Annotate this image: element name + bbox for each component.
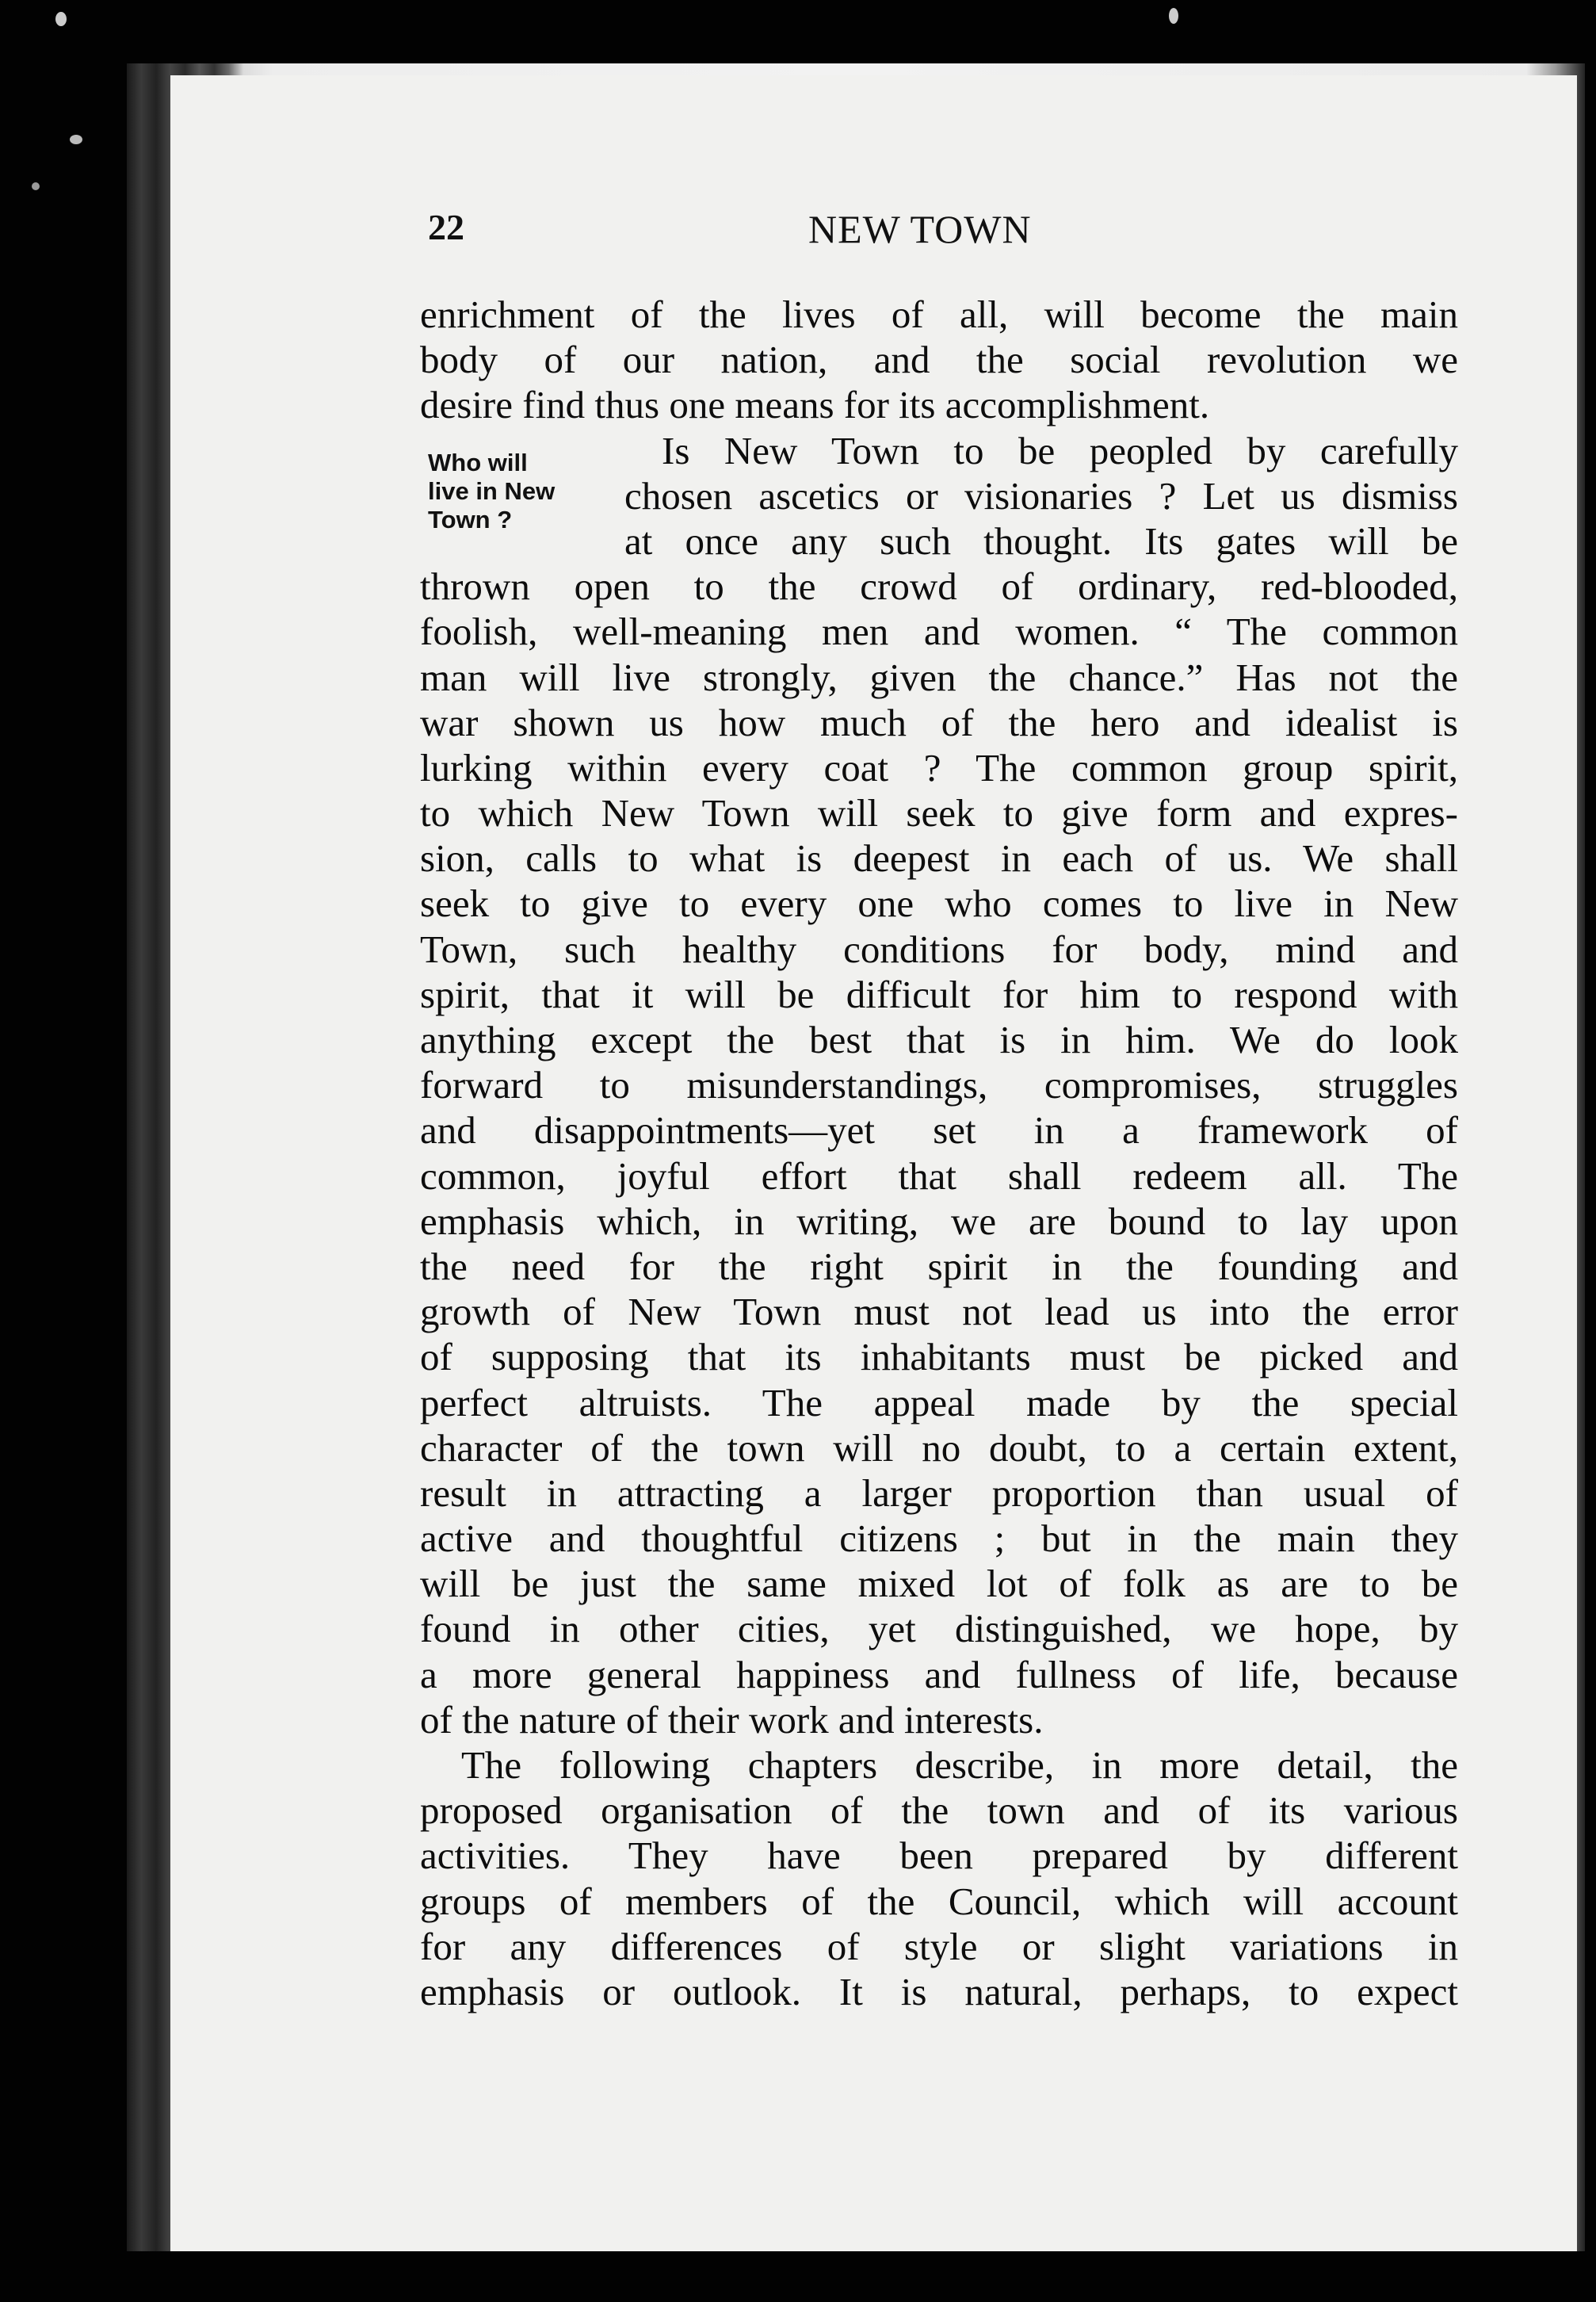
text-line: Is New Town to be peopled by carefully	[662, 428, 1458, 472]
running-title: NEW TOWN	[808, 207, 1032, 251]
text-line: will be just the same mixed lot of folk as are to be	[420, 1562, 1458, 1606]
text-line: anything except the best that is in him. We do look	[420, 1018, 1458, 1061]
text-line: found in other cities, yet distinguished, we hope, by	[420, 1607, 1458, 1651]
text-line: forward to misunderstandings, compromises, struggles	[420, 1063, 1458, 1107]
text-line: the need for the right spirit in the founding and	[420, 1244, 1458, 1288]
text-line: lurking within every coat ? The common group spirit,	[420, 745, 1458, 790]
scan-speck	[55, 12, 67, 26]
text-line: The following chapters describe, in more detail, the	[461, 1743, 1458, 1787]
text-line: chosen ascetics or visionaries ? Let us dismiss	[624, 473, 1458, 518]
running-head	[428, 206, 1458, 270]
text-line: character of the town will no doubt, to a certain extent,	[420, 1425, 1458, 1470]
text-line: perfect altruists. The appeal made by the special	[420, 1380, 1458, 1424]
text-line: Town, such healthy conditions for body, mind and	[420, 927, 1458, 971]
scan-speck	[32, 182, 40, 190]
text-line: thrown open to the crowd of ordinary, red-blooded,	[420, 564, 1458, 609]
body-text	[420, 292, 1458, 2014]
page-number: 22	[428, 207, 464, 247]
text-line: at once any such thought. Its gates will be	[624, 518, 1458, 563]
text-line: common, joyful effort that shall redeem all. The	[420, 1153, 1458, 1198]
margin-note-line: Town ?	[428, 506, 513, 533]
text-line: proposed organisation of the town and of its various	[420, 1788, 1458, 1833]
margin-note-line: Who will	[428, 449, 528, 476]
scan-speck	[1169, 8, 1178, 24]
text-line: growth of New Town must not lead us into the error	[420, 1290, 1458, 1334]
text-line: result in attracting a larger proportion than usual of	[420, 1470, 1458, 1515]
text-line: activities. They have been prepared by different	[420, 1834, 1458, 1878]
text-line: and disappointments—yet set in a framework of	[420, 1108, 1458, 1153]
text-line: seek to give to every one who comes to live in New	[420, 881, 1458, 926]
text-line: of supposing that its inhabitants must be picked and	[420, 1335, 1458, 1379]
text-line: sion, calls to what is deepest in each of us. We shall	[420, 836, 1458, 881]
text-line: emphasis or outlook. It is natural, perhaps, to expect	[420, 1969, 1458, 2013]
text-line: desire find thus one means for its accomplishment.	[420, 383, 1210, 427]
text-line: emphasis which, in writing, we are bound to lay upon	[420, 1199, 1458, 1243]
text-line: body of our nation, and the social revolution we	[420, 338, 1458, 382]
text-line: to which New Town will seek to give form and expres-	[420, 791, 1458, 836]
text-line: groups of members of the Council, which will account	[420, 1879, 1458, 1923]
text-line: foolish, well-meaning men and women. “ The common	[420, 610, 1458, 654]
text-line: spirit, that it will be difficult for him to respond with	[420, 972, 1458, 1016]
text-line: active and thoughtful citizens ; but in the main they	[420, 1516, 1458, 1561]
margin-note-line: live in New	[428, 477, 556, 505]
text-line: a more general happiness and fullness of life, because	[420, 1652, 1458, 1696]
text-line: enrichment of the lives of all, will become the main	[420, 293, 1458, 336]
text-line: of the nature of their work and interests.	[420, 1697, 1044, 1742]
text-line: man will live strongly, given the chance.” Has not the	[420, 655, 1458, 699]
scan-speck	[70, 135, 82, 144]
text-line: for any differences of style or slight variations in	[420, 1924, 1458, 1968]
text-line: war shown us how much of the hero and idealist is	[420, 700, 1458, 744]
